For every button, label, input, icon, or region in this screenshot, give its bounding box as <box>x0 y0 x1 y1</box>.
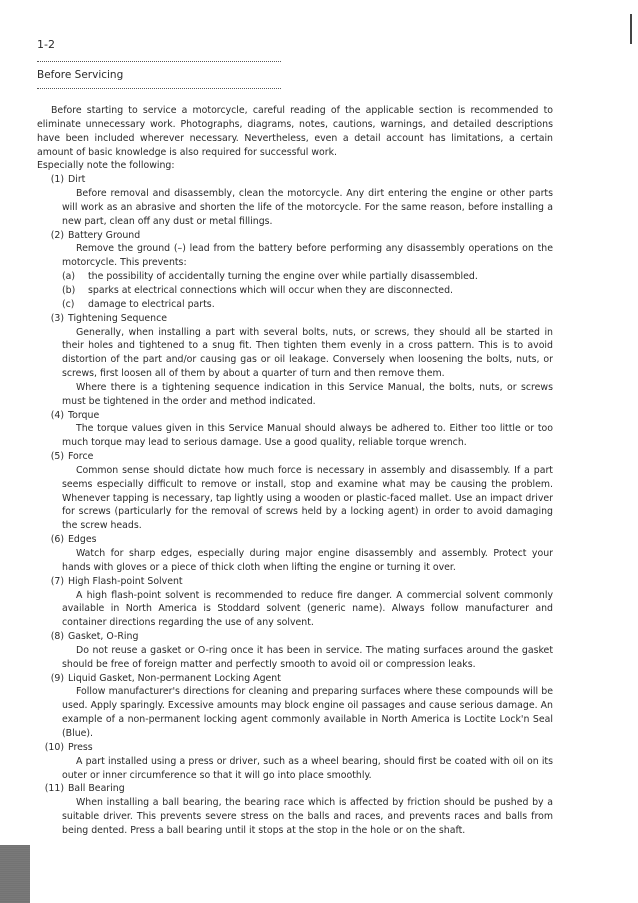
item-body <box>37 464 553 533</box>
item-heading <box>37 782 553 796</box>
item-heading <box>37 630 553 644</box>
item-paragraph: Follow manufacturer's directions for cleaning and preparing surfaces where these compounds will be used. Apply sparingly. Excessive amounts may block engine oil passages and cause serious damage. An example of a non-permanent locking agent commonly available in North America is Loctite Lock'n Seal (Blue). <box>62 686 553 739</box>
list-item <box>37 630 553 672</box>
list-item <box>37 450 553 533</box>
list-item <box>37 312 553 409</box>
item-title: Battery Ground <box>68 229 141 241</box>
item-title: Ball Bearing <box>68 783 125 795</box>
item-paragraph: Before removal and disassembly, clean the motorcycle. Any dirt entering the engine or other parts will work as an abrasive and shorten the life of the motorcycle. For the same reason, before installing a new part, clean off any dust or metal fillings. <box>62 188 553 227</box>
sub-item-text: damage to electrical parts. <box>88 298 215 310</box>
lead-line: Especially note the following: <box>37 160 175 172</box>
item-title: High Flash-point Solvent <box>68 575 183 587</box>
dotted-rule-top <box>37 61 281 62</box>
item-title: Edges <box>68 534 97 546</box>
sub-item-label: (c) <box>62 298 75 310</box>
item-body <box>37 547 553 575</box>
item-title: Liquid Gasket, Non-permanent Locking Agent <box>68 672 281 684</box>
item-title: Tightening Sequence <box>68 312 168 324</box>
item-paragraph: A part installed using a press or driver, such as a wheel bearing, should first be coated with oil on its outer or inner circumference so that it will go into place smoothly. <box>62 755 553 781</box>
document-body <box>37 104 553 838</box>
items-list <box>37 173 553 838</box>
item-paragraph: A high flash-point solvent is recommended to reduce fire danger. A commercial solvent commonly available in North America is Stoddard solvent (generic name). Always follow manufacturer and container directions regarding the use of any solvent. <box>62 589 553 629</box>
item-body <box>37 326 553 409</box>
item-heading <box>37 173 553 187</box>
item-number: (4) <box>50 409 64 421</box>
item-body <box>37 422 553 450</box>
sub-item-label: (a) <box>62 271 76 283</box>
item-paragraph: When installing a ball bearing, the bearing race which is affected by friction should be pushed by a suitable driver. This prevents severe stress on the balls and races, and prevents races and balls from being dented. Press a ball bearing until it stops at the stop in the hole or on the shaft. <box>62 797 553 836</box>
item-title: Torque <box>68 409 100 421</box>
scan-artifact-strip <box>0 845 30 903</box>
item-number: (8) <box>50 631 64 643</box>
item-number: (10) <box>44 741 64 753</box>
item-heading <box>37 575 553 589</box>
sub-item-text: sparks at electrical connections which will occur when they are disconnected. <box>88 284 453 296</box>
intro-paragraph: Before starting to service a motorcycle, careful reading of the applicable section is recommended to eliminate unnecessary work. Photographs, diagrams, notes, cautions, warnings, and detailed descriptions have been included wherever necessary. Nevertheless, even a detail account has limitations, a certain amount of basic knowledge is also required for successful work. <box>37 105 553 158</box>
sub-item <box>62 298 553 312</box>
item-heading <box>37 741 553 755</box>
item-number: (6) <box>50 534 64 546</box>
item-heading <box>37 409 553 423</box>
item-body <box>37 242 553 311</box>
page-number: 1-2 <box>37 38 55 51</box>
sub-item-text: the possibility of accidentally turning the engine over while partially disassembled. <box>88 271 478 283</box>
item-title: Press <box>68 741 93 753</box>
sub-item-label: (b) <box>62 284 76 296</box>
item-body <box>37 685 553 740</box>
item-title: Force <box>68 451 94 463</box>
item-heading <box>37 533 553 547</box>
item-number: (5) <box>50 451 64 463</box>
item-heading <box>37 312 553 326</box>
list-item <box>37 741 553 783</box>
item-number: (1) <box>50 174 64 186</box>
item-number: (11) <box>44 783 64 795</box>
item-paragraph: Common sense should dictate how much force is necessary in assembly and disassembly. If a part seems especially difficult to remove or install, stop and examine what may be causing the problem. Whenever tapping is necessary, tap lightly using a wooden or plastic-faced mallet. Use an impact driver for screws (particularly for the removal of screws held by a locking agent) in order to avoid damaging the screw heads. <box>62 464 553 532</box>
item-number: (9) <box>50 672 64 684</box>
sub-item <box>62 270 553 284</box>
sub-item <box>62 284 553 298</box>
item-number: (2) <box>50 229 64 241</box>
list-item <box>37 409 553 451</box>
list-item <box>37 672 553 741</box>
item-body <box>37 187 553 229</box>
item-title: Gasket, O-Ring <box>68 631 139 643</box>
item-number: (3) <box>50 312 64 324</box>
item-title: Dirt <box>68 174 86 186</box>
item-paragraph: Watch for sharp edges, especially during major engine disassembly and assembly. Protect your hands with gloves or a piece of thick cloth when lifting the engine or turning it over. <box>62 548 553 573</box>
item-paragraph: Do not reuse a gasket or O-ring once it has been in service. The mating surfaces around the gasket should be free of foreign matter and perfectly smooth to avoid oil or compression leaks. <box>62 644 553 670</box>
list-item <box>37 533 553 575</box>
item-body <box>37 589 553 631</box>
list-item <box>37 575 553 630</box>
item-heading <box>37 450 553 464</box>
item-paragraph: Where there is a tightening sequence indication in this Service Manual, the bolts, nuts, or screws must be tightened in the order and method indicated. <box>62 381 553 407</box>
list-item <box>37 173 553 228</box>
dotted-rule-bottom <box>37 88 281 89</box>
page-edge-mark <box>630 14 632 44</box>
item-heading <box>37 229 553 243</box>
item-body <box>37 796 553 838</box>
item-heading <box>37 672 553 686</box>
list-item <box>37 229 553 312</box>
item-body <box>37 644 553 672</box>
item-paragraph: Generally, when installing a part with several bolts, nuts, or screws, they should all be started in their holes and tightened to a snug fit. Then tighten them evenly in a cross pattern. This is to avoid distortion of the part and/or causing gas or oil leakage. Conversely when loosening the bolts, nuts, or screws, first loosen all of them by about a quarter of turn and then remove them. <box>62 326 553 380</box>
item-number: (7) <box>50 575 64 587</box>
list-item <box>37 782 553 837</box>
item-paragraph: Remove the ground (–) lead from the battery before performing any disassembly operations on the motorcycle. This prevents: <box>62 243 553 269</box>
item-paragraph: The torque values given in this Service Manual should always be adhered to. Either too little or too much torque may lead to serious damage. Use a good quality, reliable torque wrench. <box>62 423 553 449</box>
item-body <box>37 755 553 783</box>
section-title: Before Servicing <box>37 69 124 81</box>
